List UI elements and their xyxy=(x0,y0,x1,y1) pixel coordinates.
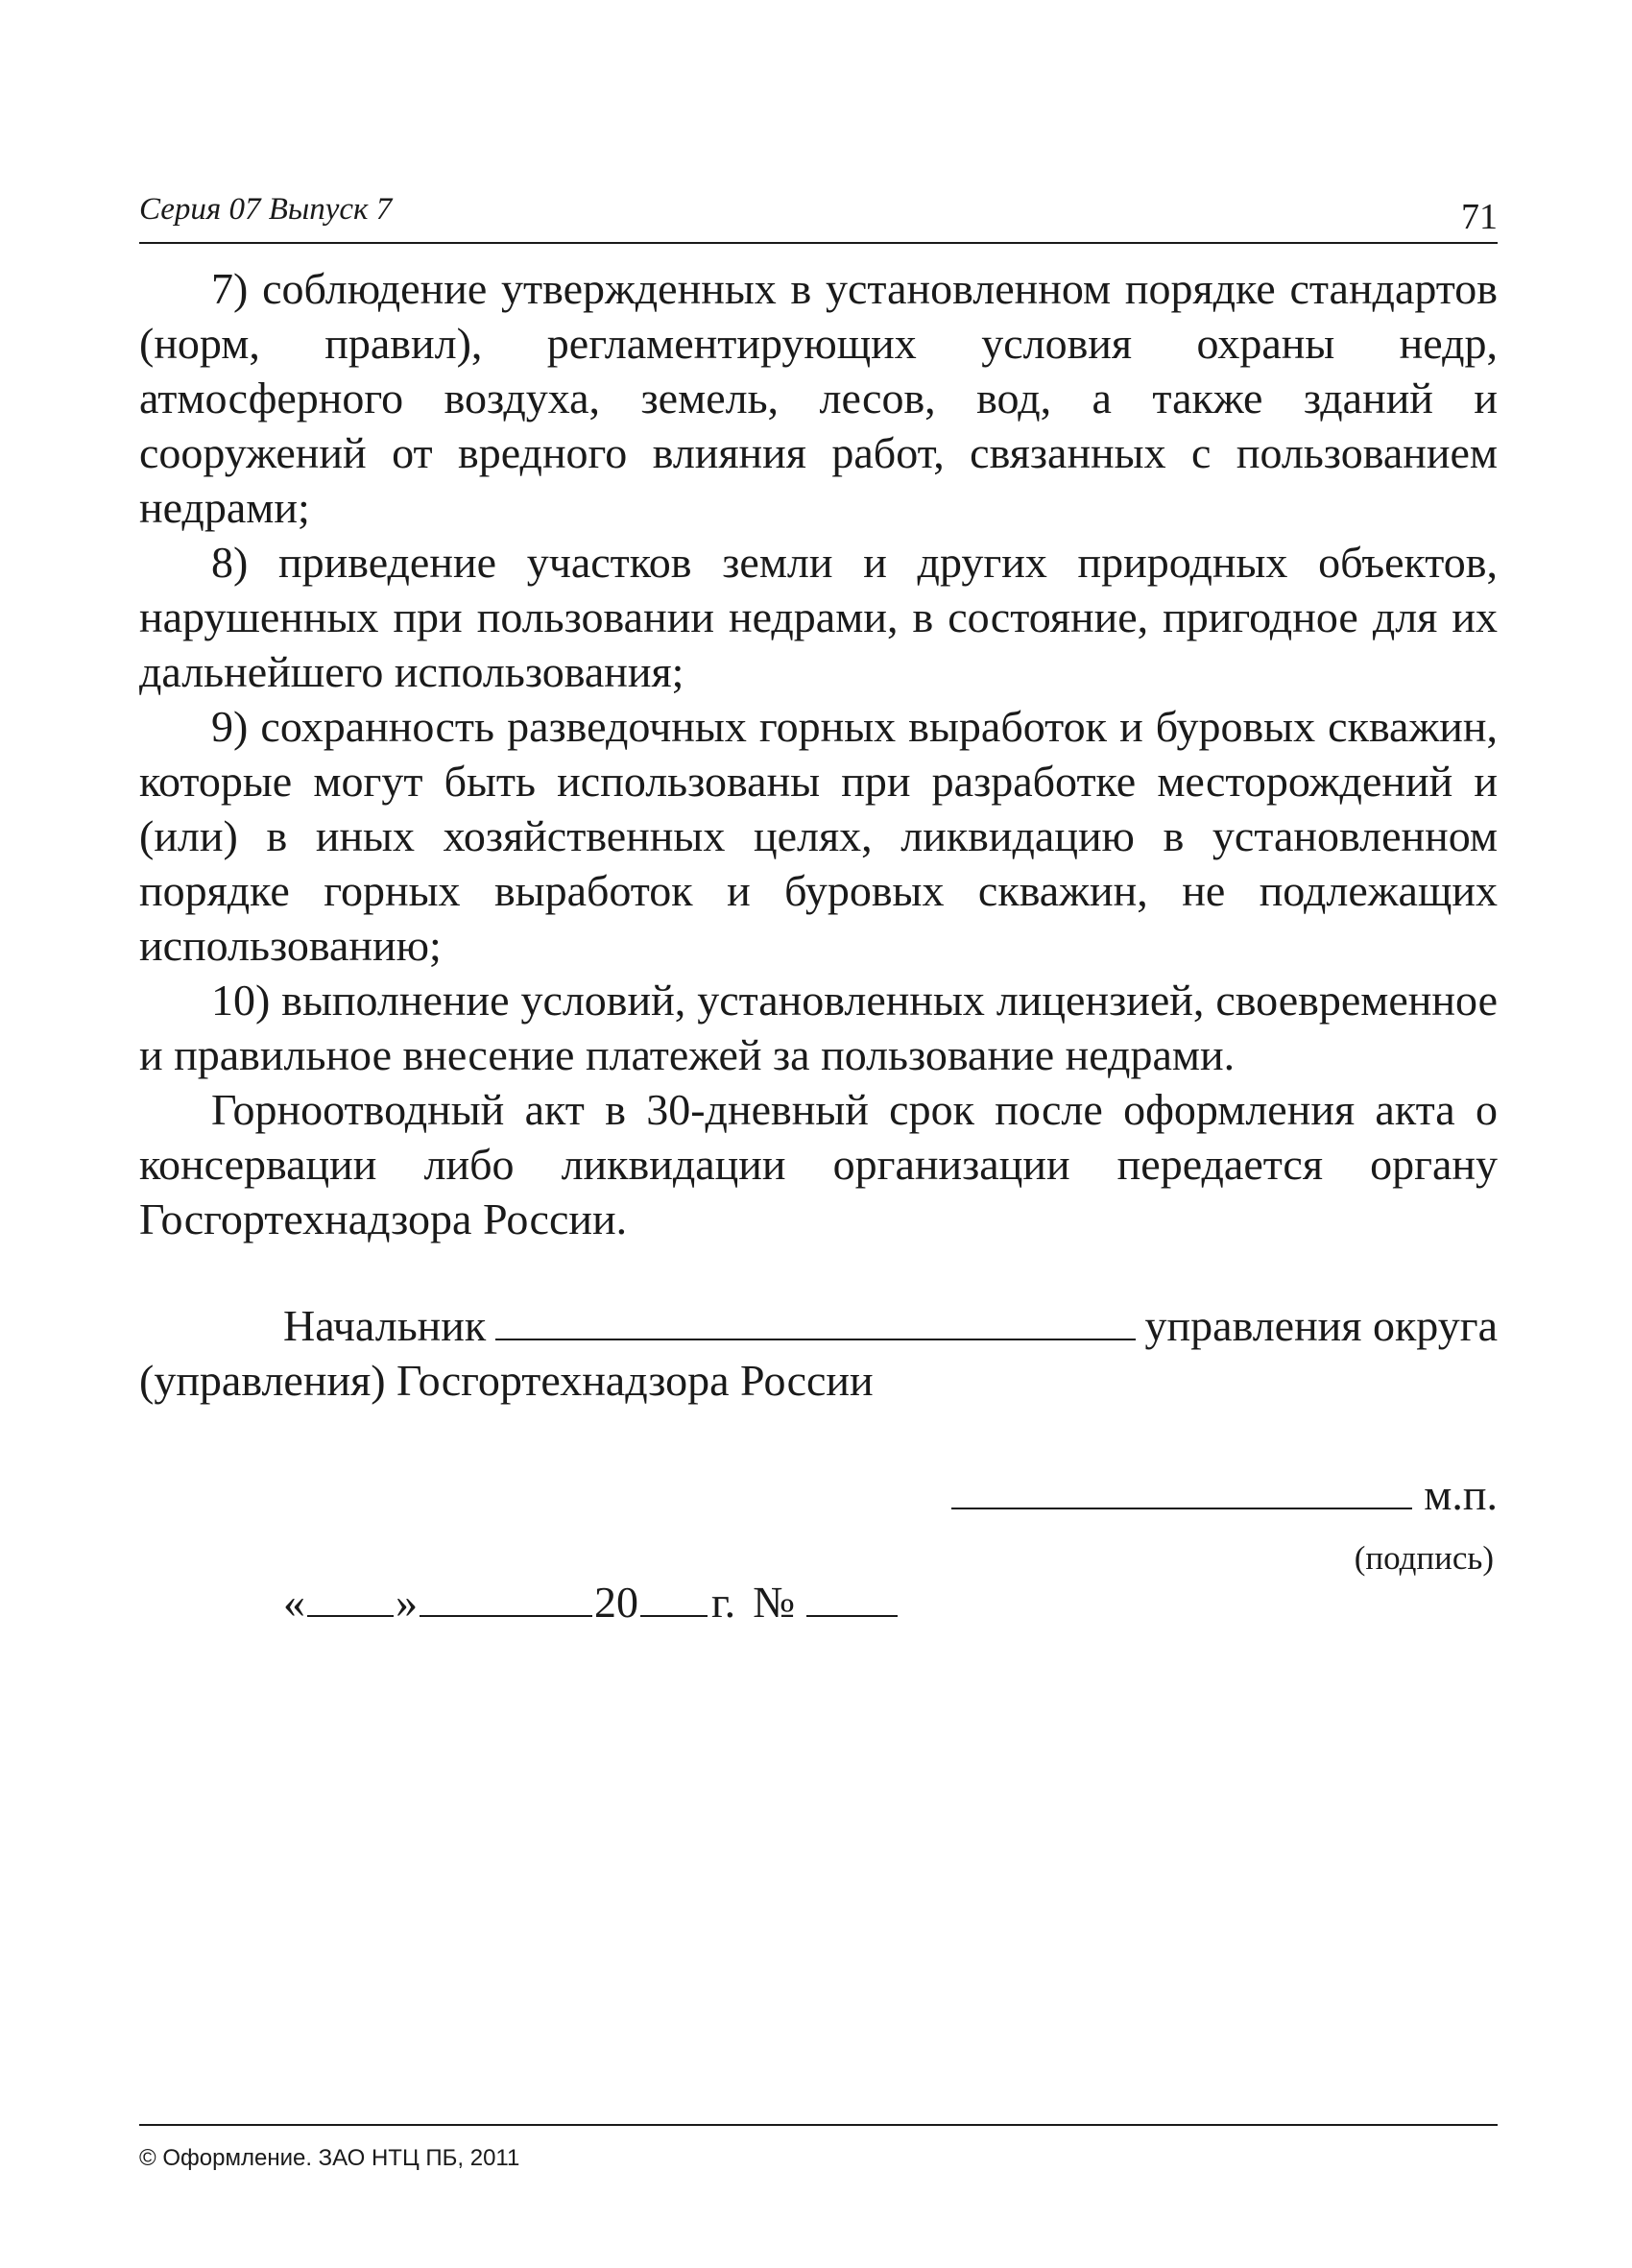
series-title: Серия 07 Выпуск 7 xyxy=(139,192,393,227)
signature-blank-field[interactable] xyxy=(951,1469,1412,1509)
signature-row xyxy=(931,1469,1498,1520)
signature-title-end: управления округа xyxy=(1144,1301,1498,1350)
signature-title-line xyxy=(139,1298,1498,1353)
signature-title-start: Начальник xyxy=(283,1301,487,1350)
signature-block xyxy=(931,1469,1498,1578)
signature-title xyxy=(139,1298,1498,1408)
signature-title-line-2: (управления) Госгортехнадзора России xyxy=(139,1356,874,1405)
year-blank-field[interactable] xyxy=(640,1577,708,1617)
number-sign: № xyxy=(753,1578,796,1627)
document-page xyxy=(139,173,1498,2170)
page-header xyxy=(139,182,1498,244)
date-number-line xyxy=(283,1577,898,1628)
paragraph-item-10: 10) выполнение условий, установленных лицензией, своевременное и правильное внесение платежей за пользование недрами. xyxy=(139,976,1498,1079)
copyright-text: © Оформление. ЗАО НТЦ ПБ, 2011 xyxy=(139,2145,520,2171)
page-footer xyxy=(139,2124,1498,2172)
paragraph-item-7: 7) соблюдение утвержденных в установленном порядке стандартов (норм, правил), регламентирующих условия охраны недр, атмосферного воздуха, земель, лесов, вод, а также зданий и сооружений от вредного влияния работ, связанных с пользованием недрами; xyxy=(139,264,1498,532)
year-suffix: г. xyxy=(711,1578,736,1627)
page-number: 71 xyxy=(1461,197,1498,237)
open-quote: « xyxy=(283,1578,305,1627)
number-blank-field[interactable] xyxy=(806,1577,898,1617)
day-blank-field[interactable] xyxy=(307,1577,394,1617)
year-prefix: 20 xyxy=(594,1578,638,1627)
paragraph-item-9: 9) сохранность разведочных горных выработок и буровых скважин, которые могут быть использованы при разработке месторождений и (или) в иных хозяйственных целях, ликвидацию в установленном порядке горных выработок и буровых скважин, не подлежащих использованию; xyxy=(139,702,1498,970)
stamp-label: м.п. xyxy=(1424,1470,1498,1519)
signature-caption: (подпись) xyxy=(1354,1539,1494,1577)
paragraph-transfer-note: Горноотводный акт в 30-дневный срок после оформления акта о консервации либо ликвидации организации передается органу Госгортехнадзора России. xyxy=(139,1085,1498,1243)
paragraph-item-8: 8) приведение участков земли и других природных объектов, нарушенных при пользовании недрами, в состояние, пригодное для их дальнейшего использования; xyxy=(139,538,1498,696)
month-blank-field[interactable] xyxy=(420,1577,592,1617)
close-quote: » xyxy=(396,1578,418,1627)
body-text xyxy=(139,261,1498,1246)
department-blank-field[interactable] xyxy=(495,1300,1135,1340)
